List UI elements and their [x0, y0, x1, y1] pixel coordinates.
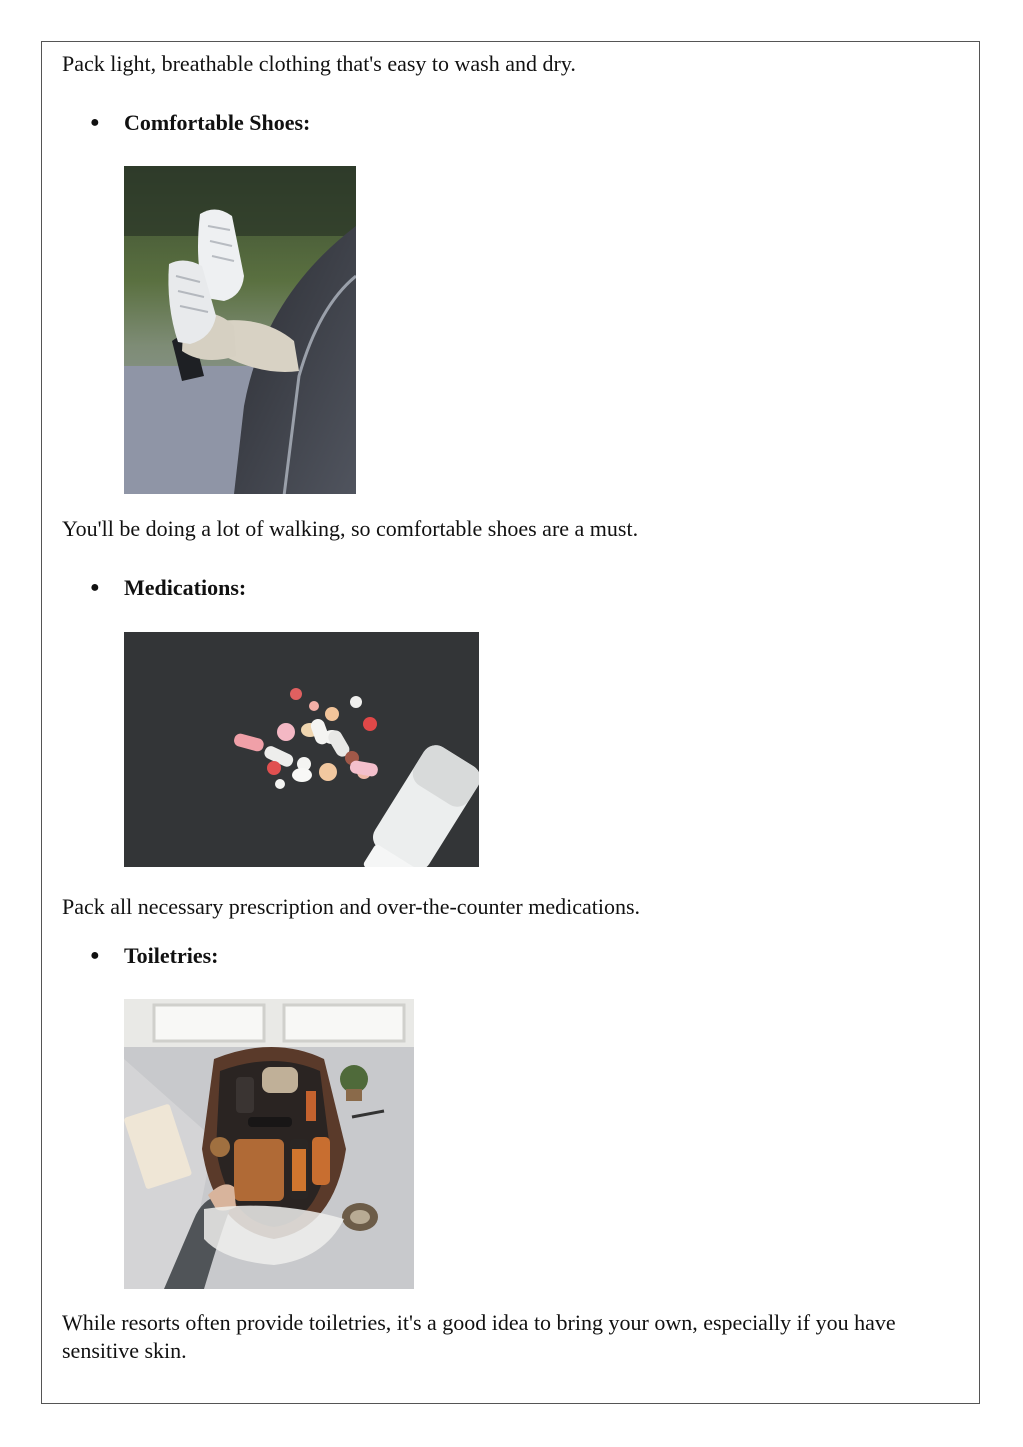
bullet-dot: ● — [90, 579, 100, 596]
toiletries-description: While resorts often provide toiletries, it's a good idea to bring your own, especially if you have sensitive skin. — [62, 1310, 896, 1363]
toiletries-photo — [124, 999, 414, 1289]
heading-comfortable-shoes: Comfortable Shoes: — [124, 110, 311, 135]
intro-paragraph: Pack light, breathable clothing that's easy to wash and dry. — [62, 51, 576, 76]
document-page — [41, 41, 980, 1404]
heading-toiletries: Toiletries: — [124, 943, 219, 968]
bullet-toiletries — [90, 942, 219, 970]
shoes-description: You'll be doing a lot of walking, so comfortable shoes are a must. — [62, 516, 639, 541]
bullet-medications — [90, 574, 246, 602]
heading-medications: Medications: — [124, 575, 247, 600]
shoes-photo — [124, 166, 356, 494]
bullet-dot: ● — [90, 947, 100, 964]
medications-description: Pack all necessary prescription and over-the-counter medications. — [62, 894, 641, 919]
bullet-comfortable-shoes — [90, 109, 310, 137]
bullet-dot: ● — [90, 114, 100, 131]
medications-photo — [124, 632, 479, 867]
